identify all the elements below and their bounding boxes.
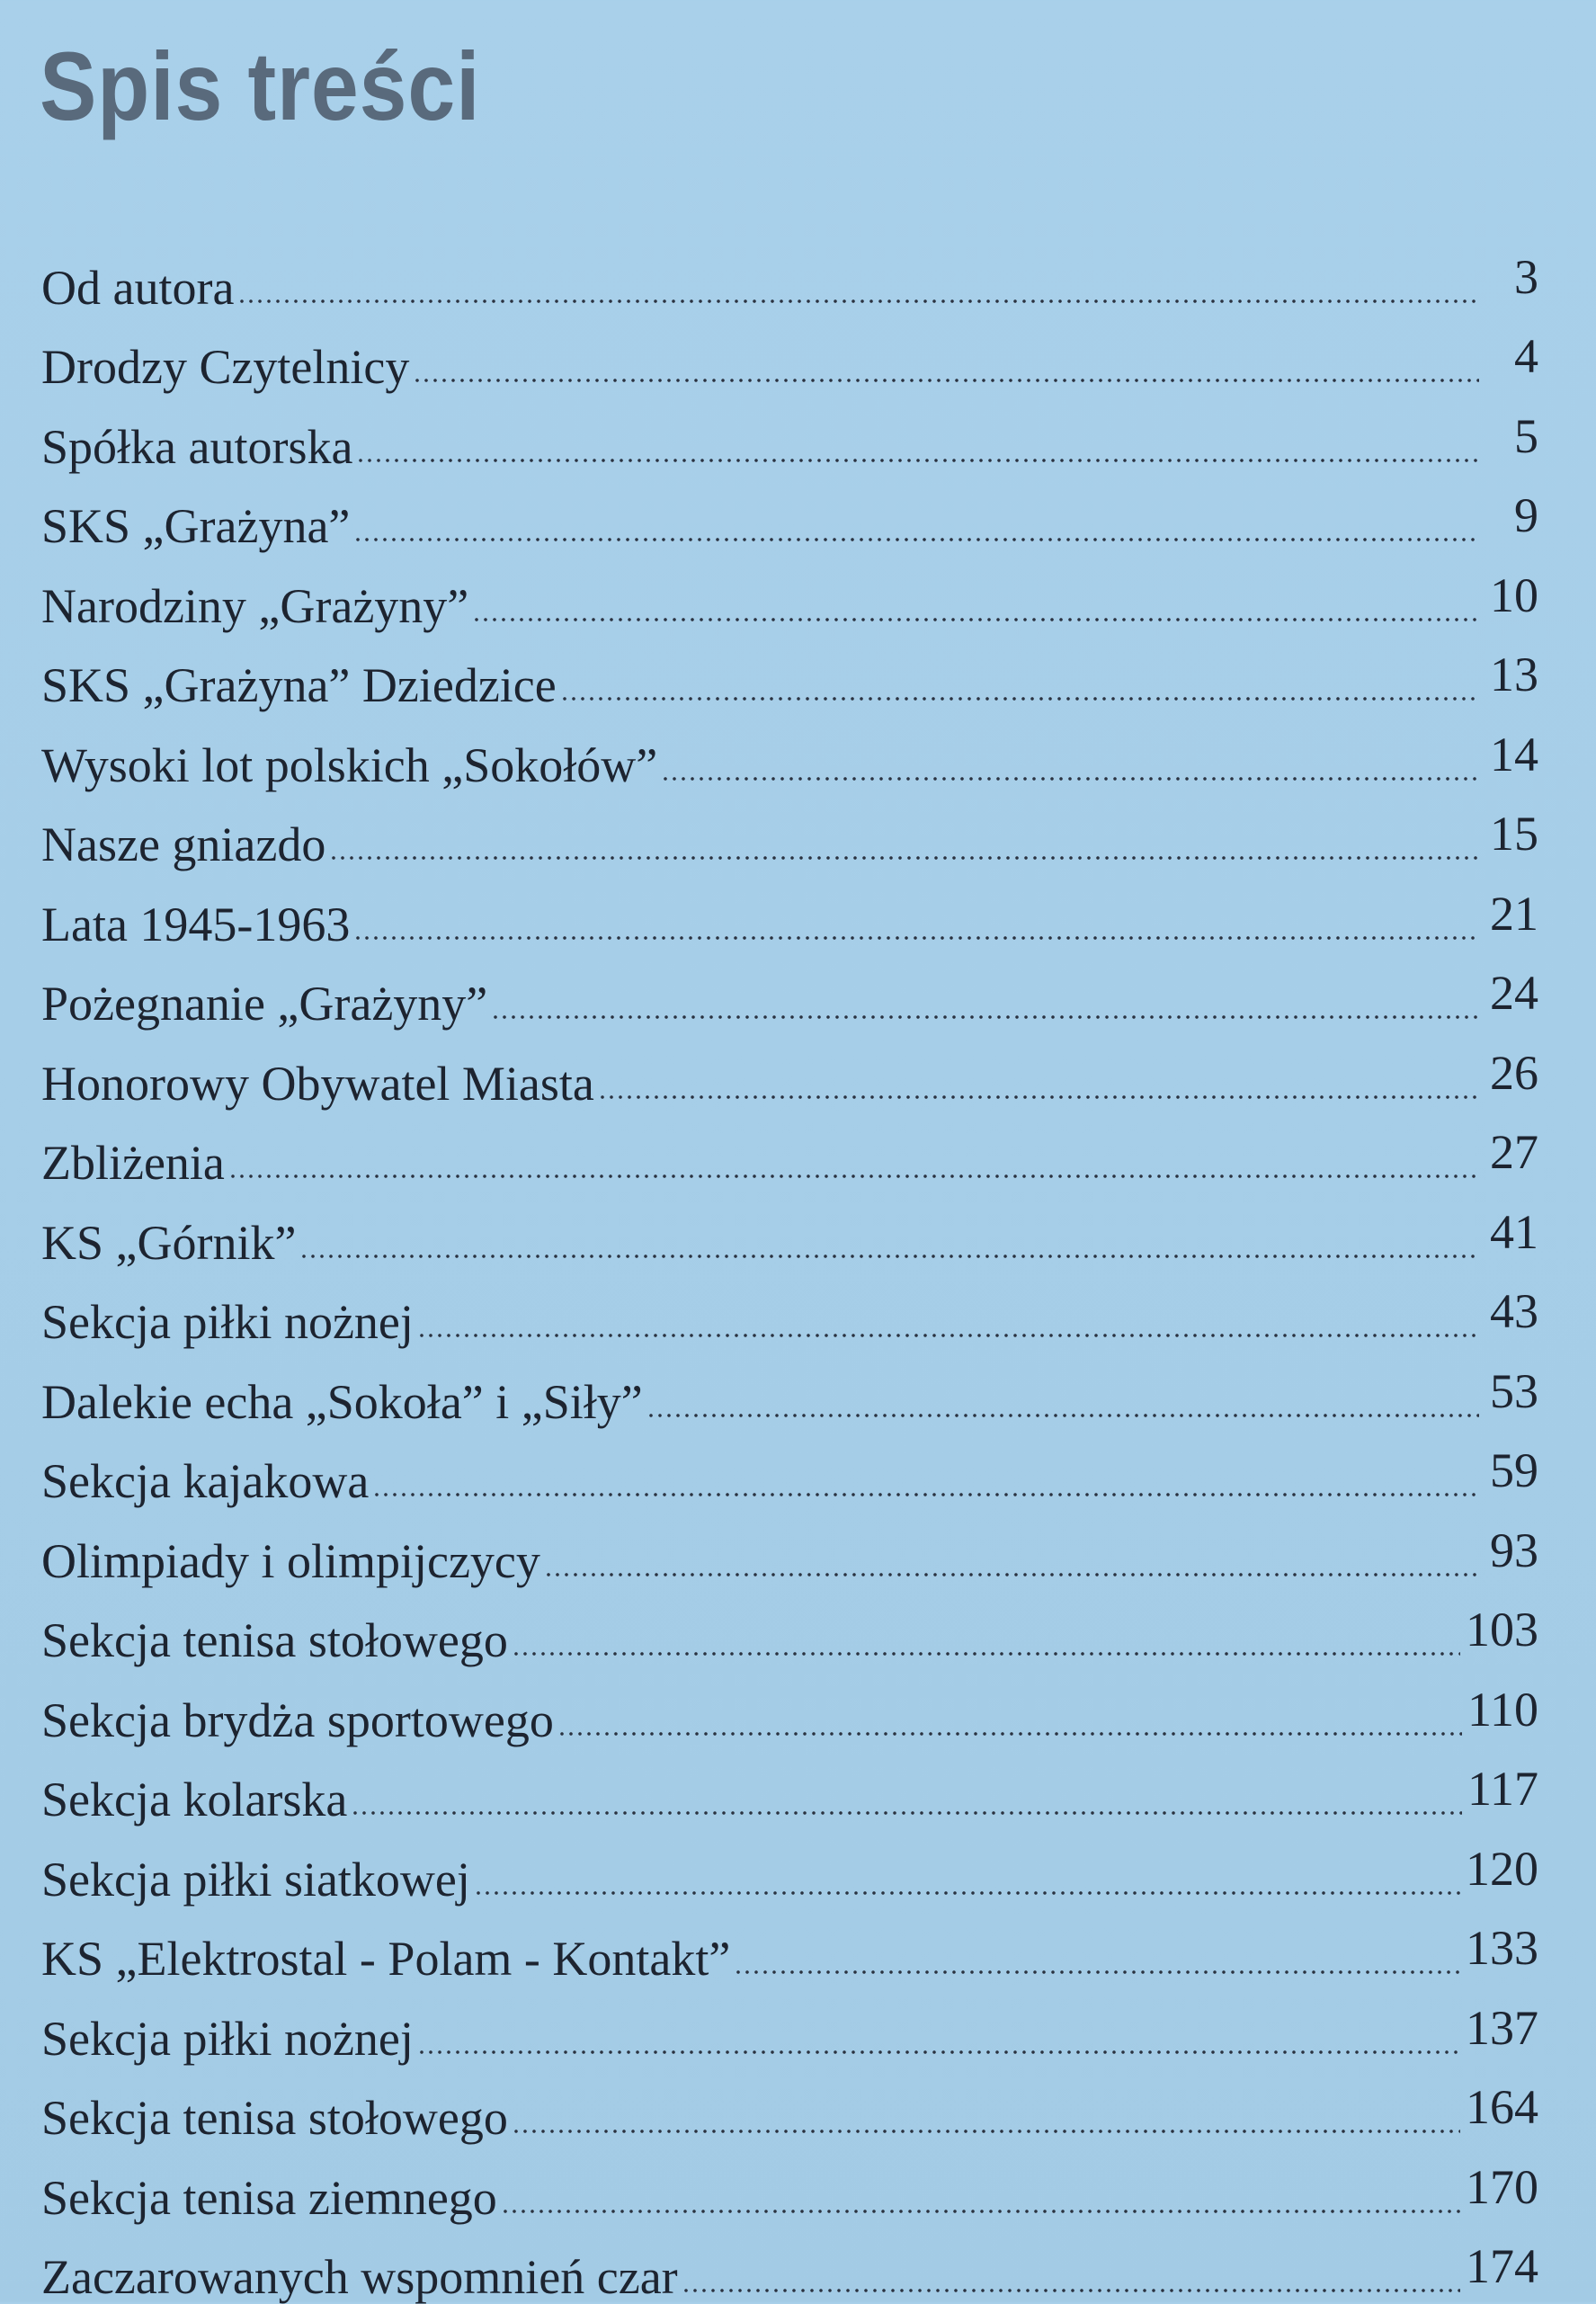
toc-entry-page: 27 (1490, 1125, 1538, 1179)
toc-entry-page: 41 (1490, 1204, 1538, 1259)
toc-entry-title: Sekcja tenisa ziemnego (41, 2170, 497, 2225)
toc-entry (41, 1824, 1538, 1907)
toc-entry-page: 4 (1514, 329, 1538, 383)
toc-entry (41, 1108, 1538, 1188)
toc-entry-page: 133 (1466, 1921, 1538, 1975)
toc-leader-dots (661, 776, 1479, 781)
toc-entry-title: Sekcja piłki siatkowej (41, 1852, 470, 1907)
toc-entry (41, 1187, 1538, 1270)
toc-leader-dots (491, 1014, 1479, 1020)
toc-entry-title: SKS „Grażyna” (41, 499, 351, 553)
toc-entry-title: SKS „Grażyna” Dziedzice (41, 658, 557, 712)
toc-entry (41, 471, 1538, 551)
toc-entry (41, 2063, 1538, 2143)
toc-leader-dots (501, 2209, 1460, 2214)
toc-entry-page: 24 (1490, 966, 1538, 1020)
toc-entry-title: Olimpiady i olimpijczycy (41, 1533, 540, 1588)
toc-entry-title: Od autora (41, 260, 235, 315)
toc-entry-title: Sekcja kolarska (41, 1773, 348, 1826)
toc-leader-dots (299, 1254, 1479, 1259)
toc-entry-title: Sekcja tenisa stołowego (41, 2091, 508, 2145)
toc-leader-dots (372, 1492, 1479, 1497)
toc-leader-dots (512, 1651, 1460, 1657)
toc-leader-dots (560, 696, 1479, 701)
toc-entry (41, 710, 1538, 790)
toc-entry-title: Sekcja brydża sportowego (41, 1692, 554, 1747)
toc-leader-dots (228, 1174, 1479, 1179)
toc-entry-title: Narodziny „Grażyny” (41, 578, 469, 633)
toc-entry-page: 10 (1490, 567, 1538, 622)
toc-entry (41, 312, 1538, 392)
toc-leader-dots (417, 2049, 1460, 2055)
toc-entry (41, 1505, 1538, 1588)
toc-entry (41, 1346, 1538, 1429)
toc-entry-title: Lata 1945-1963 (41, 897, 351, 951)
toc-leader-dots (353, 537, 1479, 542)
toc-leader-dots (544, 1572, 1479, 1577)
toc-entry-title: Nasze gniazdo (41, 817, 326, 871)
toc-leader-dots (646, 1413, 1479, 1418)
toc-entry-title: Zbliżenia (41, 1136, 225, 1190)
toc-entry-title: Wysoki lot polskich „Sokołów” (41, 737, 658, 792)
toc-entry-page: 174 (1466, 2239, 1538, 2293)
toc-entry-page: 21 (1490, 886, 1538, 941)
toc-entry (41, 949, 1538, 1029)
toc-entry-title: Drodzy Czytelnicy (41, 340, 410, 394)
toc-leader-dots (413, 378, 1479, 383)
toc-entry (41, 2222, 1538, 2302)
toc-entry-page: 14 (1490, 727, 1538, 781)
toc-entry-title: Zaczarowanych wspomnień czar (41, 2250, 678, 2304)
toc-leader-dots (351, 1810, 1462, 1816)
toc-entry-page: 43 (1490, 1284, 1538, 1338)
toc-leader-dots (356, 458, 1479, 463)
toc-entry-page: 110 (1467, 1682, 1538, 1737)
toc-entry-title: Pożegnanie „Grażyny” (41, 977, 488, 1031)
toc-entry (41, 869, 1538, 949)
toc-entry (41, 1267, 1538, 1347)
toc-entry-page: 26 (1490, 1045, 1538, 1100)
toc-leader-dots (329, 855, 1479, 861)
toc-entry-page: 53 (1490, 1363, 1538, 1418)
page-title: Spis treści (40, 31, 481, 140)
toc-entry-title: Sekcja kajakowa (41, 1454, 370, 1508)
toc-entry-title: Spółka autorska (41, 419, 353, 474)
toc-entry (41, 1665, 1538, 1745)
toc-entry (41, 1983, 1538, 2066)
toc-entry-title: Honorowy Obywatel Miasta (41, 1056, 594, 1111)
toc-entry (41, 391, 1538, 474)
toc-entry-title: Dalekie echa „Sokoła” i „Siły” (41, 1374, 643, 1429)
toc-entry (41, 1745, 1538, 1825)
toc-entry (41, 2142, 1538, 2225)
toc-entry (41, 550, 1538, 633)
toc-entry-page: 3 (1514, 249, 1538, 304)
toc-leader-dots (557, 1731, 1462, 1737)
toc-entry-page: 9 (1514, 488, 1538, 542)
toc-entry-title: Sekcja tenisa stołowego (41, 1613, 508, 1667)
toc-leader-dots (682, 2288, 1460, 2293)
toc-entry-page: 59 (1490, 1443, 1538, 1497)
toc-entry-page: 164 (1466, 2080, 1538, 2134)
toc-entry-title: KS „Elektrostal - Polam - Kontakt” (41, 1932, 731, 1986)
toc-entry-page: 137 (1466, 2000, 1538, 2055)
toc-entry-title: KS „Górnik” (41, 1215, 297, 1270)
toc-entry-page: 5 (1514, 408, 1538, 463)
toc-entry-title: Sekcja piłki nożnej (41, 1295, 414, 1349)
toc-entry-page: 170 (1466, 2159, 1538, 2214)
toc-entry (41, 232, 1538, 315)
toc-entry-page: 13 (1490, 647, 1538, 701)
toc-leader-dots (417, 1333, 1479, 1338)
toc-leader-dots (474, 1890, 1460, 1896)
toc-leader-dots (734, 1969, 1460, 1975)
toc-entry (41, 1426, 1538, 1506)
toc-entry-page: 120 (1466, 1841, 1538, 1896)
toc-leader-dots (237, 299, 1479, 304)
table-of-contents (41, 232, 1538, 2304)
toc-entry-page: 117 (1467, 1762, 1538, 1816)
toc-entry-page: 15 (1490, 807, 1538, 861)
toc-entry-page: 93 (1490, 1523, 1538, 1577)
toc-leader-dots (512, 2129, 1460, 2134)
toc-leader-dots (353, 935, 1479, 941)
toc-entry (41, 790, 1538, 870)
toc-leader-dots (598, 1094, 1479, 1100)
toc-entry (41, 630, 1538, 710)
toc-entry-title: Sekcja piłki nożnej (41, 2011, 414, 2066)
toc-leader-dots (472, 617, 1479, 622)
toc-entry (41, 1585, 1538, 1665)
toc-entry (41, 1028, 1538, 1111)
toc-entry (41, 1904, 1538, 1984)
toc-entry-page: 103 (1466, 1603, 1538, 1657)
